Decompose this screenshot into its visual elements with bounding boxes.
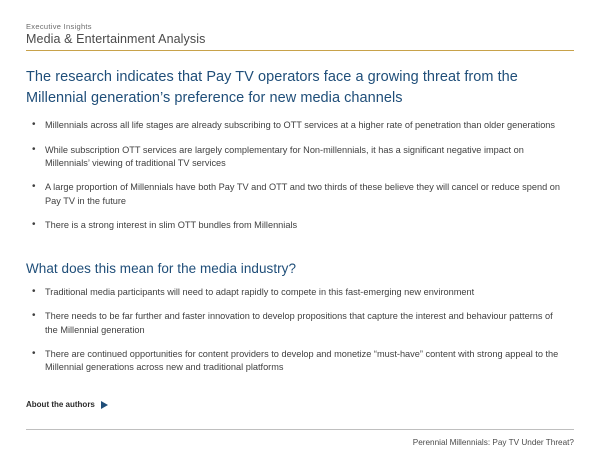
list-item: • While subscription OTT services are largely complementary for Non-millennials, it has a significant negative impact on Millennials’ viewing of traditional TV services <box>28 144 565 171</box>
list-item: • Traditional media participants will need to adapt rapidly to compete in this fast-emerging new environment <box>28 286 565 299</box>
main-bullet-list <box>26 119 574 233</box>
play-arrow-icon <box>101 401 108 409</box>
list-item: • A large proportion of Millennials have both Pay TV and OTT and two thirds of these believe they will cancel or reduce spend on Pay TV in the future <box>28 181 565 208</box>
header-divider <box>26 50 574 51</box>
page-edge-mark <box>12 0 13 463</box>
about-the-authors-link[interactable] <box>26 400 108 409</box>
page-title: The research indicates that Pay TV operators face a growing threat from the Millennial generation’s preference for new media channels <box>26 69 518 106</box>
list-item: • Millennials across all life stages are already subscribing to OTT services at a higher rate of penetration than older generations <box>28 119 565 132</box>
header-title: Media & Entertainment Analysis <box>26 32 206 46</box>
secondary-bullet-list <box>26 286 574 375</box>
list-item: • There is a strong interest in slim OTT bundles from Millennials <box>28 219 565 232</box>
header-eyebrow: Executive Insights <box>26 22 92 31</box>
footer-divider <box>26 429 574 430</box>
section-heading-industry: What does this mean for the media industry? <box>26 260 297 276</box>
document-header <box>26 22 574 51</box>
footer-caption: Perennial Millennials: Pay TV Under Threat? <box>412 438 574 447</box>
list-item: • There needs to be far further and faster innovation to develop propositions that capture the interest and behaviour patterns of the Millennial generation <box>28 310 565 337</box>
list-item: • There are continued opportunities for content providers to develop and monetize “must-have” content with strong appeal to the Millennial generations across new and traditional platforms <box>28 348 565 375</box>
about-the-authors-label: About the authors <box>26 400 95 409</box>
